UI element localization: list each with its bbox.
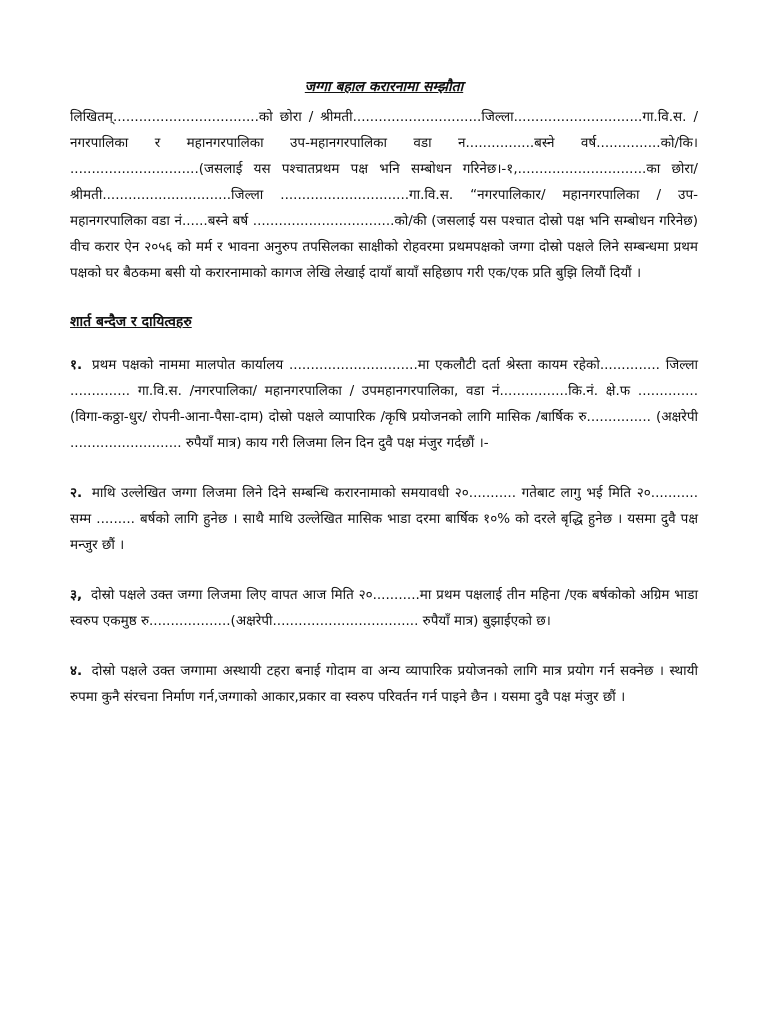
clause-text: माथि उल्लेखित जग्गा लिजमा लिने दिने सम्बन्धि करारनामाको समयावधी २०........... गतेबाट लागु भई मिति २०........... सम्म ......... बर्षको लागि हुनेछ । साथै माथि उल्लेखित मासिक भाडा दरमा बार्षिक १०% को दरले बृद्धि हुनेछ । यसमा दुवै पक्ष मन्जुर छौं ।: [70, 485, 698, 553]
clause-4: [70, 658, 698, 710]
clause-1: [70, 352, 698, 456]
clause-number: २.: [70, 485, 83, 501]
clause-3: [70, 582, 698, 634]
clause-number: ४.: [70, 663, 83, 679]
intro-paragraph: लिखितम्..................................को छोरा / श्रीमती..............................जिल्ला..............................गा.वि.स. /नगरपालिका र महानगरपालिका उप-महानगरपालिका वडा न................बस्ने वर्ष...............को/कि। ..............................(जसलाई यस पश्चातप्रथम पक्ष भनि सम्बोधन गरिनेछ।-१,..............................का छोरा/श्रीमती..............................जिल्ला ..............................गा.वि.स. “नगरपालिकार/ महानगरपालिका / उप-महानगरपालिका वडा नं......बस्ने बर्ष .................................को/की (जसलाई यस पश्चात दोस्रो पक्ष भनि सम्बोधन गरिनेछ) वीच करार ऐन २०५६ को मर्म र भावना अनुरुप तपसिलका साक्षीको रोहवरमा प्रथमपक्षको जग्गा दोस्रो पक्षले लिने सम्बन्धमा प्रथम पक्षको घर बैठकमा बसी यो करारनामाको कागज लेखि लेखाई दायाँ बायाँ सहिछाप गरी एक/एक प्रति बुझि लियौं दियौं ।: [70, 109, 698, 281]
clause-text: प्रथम पक्षको नाममा मालपोत कार्यालय ..............................मा एकलौटी दर्ता श्रेस्ता कायम रहेको.............. जिल्ला .............. गा.वि.स. /नगरपालिका/ महानगरपालिका / उपमहानगरपालिका, वडा नं................कि.नं. क्षे.फ ..............(विगा-कठ्ठा-धुर/ रोपनी-आना-पैसा-दाम) दोस्रो पक्षले व्यापारिक /कृषि प्रयोजनको लागि मासिक /बार्षिक रु............... (अक्षरेपी .......................... रुपैयाँ मात्र) काय गरी लिजमा लिन दिन दुवै पक्ष मंजुर गर्दछौं ।-: [70, 357, 698, 451]
section-heading: शार्त बन्दैज र दायित्वहरु: [70, 314, 192, 330]
document-title: जग्गा बहाल करारनामा सम्झौता: [304, 79, 464, 95]
clause-number: ३,: [70, 587, 83, 603]
clause-2: [70, 480, 698, 558]
clause-text: दोस्रो पक्षले उक्त जग्गा लिजमा लिए वापत आज मिति २०...........मा प्रथम पक्षलाई तीन महिना /एक बर्षकोको अग्रिम भाडा स्वरुप एकमुष्ठ रु...................(अक्षरेपी.................................. रुपैयाँ मात्र) बुझाईएको छ।: [70, 587, 698, 629]
clause-text: दोस्रो पक्षले उक्त जग्गामा अस्थायी टहरा बनाई गोदाम वा अन्य व्यापारिक प्रयोजनको लागि मात्र प्रयोग गर्न सक्नेछ । स्थायी रुपमा कुनै संरचना निर्माण गर्न,जग्गाको आकार,प्रकार वा स्वरुप परिवर्तन गर्न पाइने छैन । यसमा दुवै पक्ष मंजुर छौं ।: [70, 663, 698, 705]
clause-number: १.: [70, 357, 83, 373]
